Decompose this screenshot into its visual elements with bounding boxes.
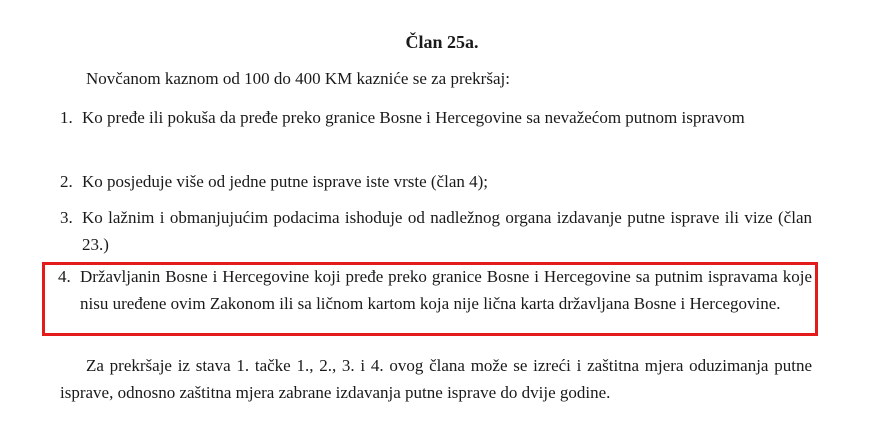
- list-item: [60, 168, 812, 195]
- item-text: Ko pređe ili pokuša da pređe preko granice Bosne i Hercegovine sa nevažećom putnom ispravom: [82, 108, 745, 127]
- closing-paragraph: Za prekršaje iz stava 1. tačke 1., 2., 3. i 4. ovog člana može se izreći i zaštitna mjera oduzimanja putne isprave, odnosno zaštitna mjera zabrane izdavanja putne isprave do dvije godine.: [60, 356, 812, 402]
- list-item: [60, 204, 812, 258]
- article-title: Član 25a.: [405, 32, 479, 52]
- item-number: 2.: [60, 172, 73, 191]
- list-item: [60, 104, 812, 131]
- list-item-highlighted: [58, 263, 812, 317]
- item-text: Ko lažnim i obmanjujućim podacima ishoduje od nadležnog organa izdavanje putne isprave ili vize (član 23.): [82, 208, 812, 254]
- article-intro: Novčanom kaznom od 100 do 400 KM kazniće se za prekršaj:: [86, 69, 510, 88]
- item-number: 1.: [60, 108, 73, 127]
- item-number: 4.: [58, 267, 71, 286]
- item-text: Državljanin Bosne i Hercegovine koji pređe preko granice Bosne i Hercegovine sa putnim ispravama koje nisu uređene ovim Zakonom ili sa ličnom kartom koja nije lična karta državljana Bosne i Hercegovine.: [80, 267, 812, 313]
- item-text: Ko posjeduje više od jedne putne isprave iste vrste (član 4);: [82, 172, 488, 191]
- item-number: 3.: [60, 208, 73, 227]
